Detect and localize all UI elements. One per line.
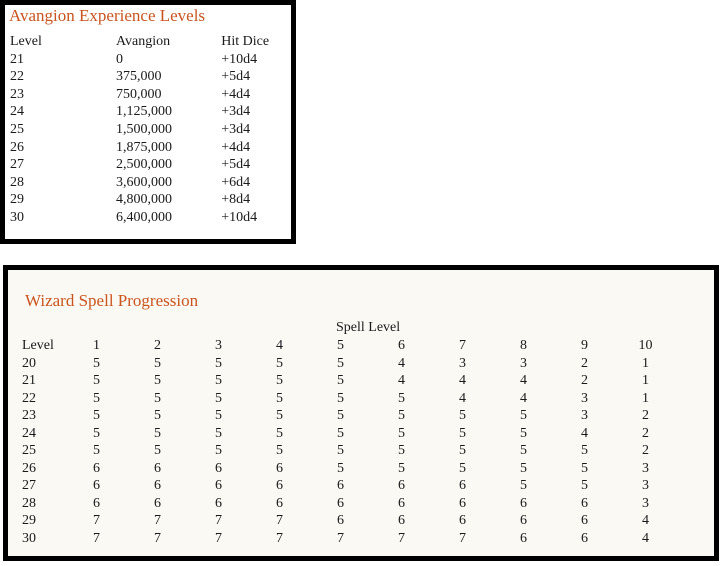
spell-slots-cell: 7 bbox=[276, 530, 283, 546]
spell-slots-cell: 6 bbox=[215, 495, 222, 511]
spell-slots-cell: 4 bbox=[520, 390, 527, 406]
column-header-spell-level-9: 9 bbox=[581, 338, 588, 353]
level-cell: 21 bbox=[22, 373, 36, 388]
column-header-level: Level bbox=[10, 34, 42, 49]
spell-slots-cell: 4 bbox=[459, 390, 466, 406]
spell-slots-cell: 2 bbox=[581, 355, 588, 371]
level-cell: 30 bbox=[10, 209, 24, 225]
spell-slots-cell: 5 bbox=[215, 425, 222, 441]
table-row bbox=[22, 495, 676, 513]
spell-slots-cell: 6 bbox=[215, 460, 222, 476]
table-row bbox=[10, 156, 291, 174]
spell-slots-cell: 5 bbox=[215, 443, 222, 458]
table-row bbox=[22, 425, 676, 443]
spell-slots-cell: 7 bbox=[398, 530, 405, 546]
hit-dice-cell: +10d4 bbox=[221, 51, 258, 67]
spell-slots-cell: 5 bbox=[581, 478, 588, 493]
spell-slots-cell: 5 bbox=[398, 390, 405, 406]
level-cell: 26 bbox=[22, 460, 36, 476]
table-row bbox=[10, 139, 291, 157]
level-cell: 24 bbox=[10, 104, 24, 120]
avangion-xp-cell: 6,400,000 bbox=[115, 209, 172, 225]
table-row bbox=[22, 530, 676, 548]
spell-slots-cell: 6 bbox=[93, 495, 100, 511]
level-cell: 28 bbox=[22, 495, 36, 511]
level-cell: 29 bbox=[22, 513, 36, 528]
column-header-hit-dice: Hit Dice bbox=[221, 34, 270, 49]
spell-slots-cell: 3 bbox=[581, 390, 588, 406]
spell-slots-cell: 5 bbox=[337, 373, 344, 388]
spell-slots-cell: 6 bbox=[93, 460, 100, 476]
spell-slots-cell: 7 bbox=[93, 530, 100, 546]
avangion-xp-cell: 2,500,000 bbox=[115, 157, 172, 173]
level-cell: 25 bbox=[10, 121, 24, 137]
spell-slots-cell: 6 bbox=[581, 495, 588, 511]
spell-slots-cell: 5 bbox=[581, 443, 588, 458]
spell-slots-cell: 1 bbox=[642, 355, 649, 371]
column-header-spell-level-7: 7 bbox=[459, 338, 466, 353]
spell-slots-cell: 5 bbox=[337, 443, 344, 458]
spell-slots-cell: 4 bbox=[642, 530, 649, 546]
spell-slots-cell: 6 bbox=[581, 513, 588, 528]
spell-slots-cell: 4 bbox=[581, 425, 588, 441]
experience-levels-panel bbox=[0, 0, 296, 244]
table-header-row bbox=[10, 33, 291, 51]
spell-slots-cell: 5 bbox=[93, 443, 100, 458]
spell-slots-cell: 6 bbox=[581, 530, 588, 546]
table-row bbox=[10, 103, 291, 121]
spell-slots-cell: 6 bbox=[520, 495, 527, 511]
spell-slots-cell: 5 bbox=[459, 460, 466, 476]
column-header-spell-level-4: 4 bbox=[276, 338, 283, 353]
table-header-row bbox=[22, 337, 676, 355]
spell-slots-cell: 5 bbox=[154, 408, 161, 423]
spell-slots-cell: 6 bbox=[337, 513, 344, 528]
spell-slots-cell: 5 bbox=[459, 408, 466, 423]
spell-slots-cell: 6 bbox=[154, 460, 161, 476]
spell-slots-cell: 6 bbox=[459, 495, 466, 511]
level-cell: 22 bbox=[10, 69, 24, 85]
hit-dice-cell: +6d4 bbox=[221, 174, 251, 190]
spell-slots-cell: 5 bbox=[520, 408, 527, 423]
avangion-xp-cell: 1,125,000 bbox=[115, 104, 172, 120]
spell-slots-cell: 4 bbox=[642, 513, 649, 528]
spell-slots-cell: 4 bbox=[398, 373, 405, 388]
spell-slots-cell: 5 bbox=[154, 425, 161, 441]
avangion-xp-cell: 375,000 bbox=[115, 69, 162, 85]
table-row bbox=[10, 51, 291, 69]
spell-slots-cell: 5 bbox=[398, 443, 405, 458]
spell-slots-cell: 5 bbox=[93, 355, 100, 371]
spell-slots-cell: 5 bbox=[276, 425, 283, 441]
spell-slots-cell: 6 bbox=[154, 478, 161, 493]
column-header-spell-level-6: 6 bbox=[398, 338, 405, 353]
spell-slots-cell: 5 bbox=[154, 443, 161, 458]
hit-dice-cell: +3d4 bbox=[221, 104, 251, 120]
spell-slots-cell: 5 bbox=[215, 390, 222, 406]
spell-slots-cell: 5 bbox=[337, 408, 344, 423]
hit-dice-cell: +4d4 bbox=[221, 139, 251, 155]
spell-slots-cell: 6 bbox=[154, 495, 161, 511]
column-header-avangion: Avangion bbox=[115, 34, 171, 49]
spell-slots-cell: 1 bbox=[642, 390, 649, 406]
spell-progression-panel bbox=[3, 265, 719, 561]
spell-slots-cell: 5 bbox=[337, 355, 344, 371]
hit-dice-cell: +3d4 bbox=[221, 121, 251, 137]
spell-slots-cell: 6 bbox=[459, 478, 466, 493]
table-row bbox=[10, 191, 291, 209]
level-cell: 28 bbox=[10, 174, 24, 190]
table-row bbox=[10, 68, 291, 86]
spell-slots-cell: 5 bbox=[93, 408, 100, 423]
spell-slots-cell: 6 bbox=[398, 478, 405, 493]
spell-slots-cell: 3 bbox=[642, 478, 649, 493]
column-header-spell-level-8: 8 bbox=[520, 338, 527, 353]
spell-slots-cell: 6 bbox=[215, 478, 222, 493]
spell-slots-cell: 6 bbox=[93, 478, 100, 493]
table-row bbox=[10, 174, 291, 192]
spell-slots-cell: 5 bbox=[459, 443, 466, 458]
level-cell: 29 bbox=[10, 192, 24, 208]
level-cell: 20 bbox=[22, 355, 36, 371]
level-cell: 27 bbox=[22, 478, 36, 493]
spell-slots-cell: 5 bbox=[398, 425, 405, 441]
level-cell: 26 bbox=[10, 139, 24, 155]
hit-dice-cell: +8d4 bbox=[221, 192, 251, 208]
level-cell: 21 bbox=[10, 51, 24, 67]
column-header-spell-level-5: 5 bbox=[337, 338, 344, 353]
spell-slots-cell: 5 bbox=[276, 443, 283, 458]
spell-slots-cell: 6 bbox=[276, 495, 283, 511]
column-header-level: Level bbox=[22, 338, 54, 353]
spell-progression-title: Wizard Spell Progression bbox=[25, 291, 199, 310]
spell-slots-cell: 6 bbox=[337, 495, 344, 511]
table-row bbox=[22, 442, 676, 460]
spell-slots-cell: 6 bbox=[276, 478, 283, 493]
hit-dice-cell: +10d4 bbox=[221, 209, 258, 225]
spell-slots-cell: 2 bbox=[642, 408, 649, 423]
level-cell: 30 bbox=[22, 530, 36, 546]
spell-slots-cell: 7 bbox=[276, 513, 283, 528]
spell-slots-cell: 6 bbox=[520, 530, 527, 546]
spell-slots-cell: 5 bbox=[154, 390, 161, 406]
spell-slots-cell: 5 bbox=[581, 460, 588, 476]
spell-slots-cell: 7 bbox=[154, 530, 161, 546]
spell-slots-cell: 5 bbox=[459, 425, 466, 441]
spell-slots-cell: 1 bbox=[642, 373, 649, 388]
spell-slots-cell: 5 bbox=[276, 408, 283, 423]
table-row bbox=[22, 355, 676, 373]
spell-slots-cell: 4 bbox=[398, 355, 405, 371]
table-row bbox=[10, 121, 291, 139]
spell-slots-cell: 5 bbox=[93, 390, 100, 406]
spell-slots-cell: 5 bbox=[276, 355, 283, 371]
spell-slots-cell: 7 bbox=[215, 530, 222, 546]
table-row bbox=[22, 390, 676, 408]
spell-slots-cell: 5 bbox=[337, 425, 344, 441]
column-header-spell-level-3: 3 bbox=[215, 338, 222, 353]
table-row bbox=[22, 512, 676, 530]
column-header-spell-level-1: 1 bbox=[93, 338, 100, 353]
spell-slots-cell: 5 bbox=[520, 425, 527, 441]
spell-slots-cell: 6 bbox=[459, 513, 466, 528]
spell-slots-cell: 5 bbox=[154, 355, 161, 371]
avangion-xp-cell: 0 bbox=[115, 51, 123, 67]
hit-dice-cell: +5d4 bbox=[221, 157, 251, 173]
spell-slots-cell: 6 bbox=[520, 513, 527, 528]
table-row bbox=[22, 372, 676, 390]
spell-slots-cell: 2 bbox=[642, 425, 649, 441]
avangion-xp-cell: 3,600,000 bbox=[115, 174, 172, 190]
spell-slots-cell: 7 bbox=[337, 530, 344, 546]
column-header-spell-level-10: 10 bbox=[638, 338, 653, 353]
spell-slots-cell: 3 bbox=[642, 460, 649, 476]
spell-slots-cell: 5 bbox=[215, 408, 222, 423]
spell-slots-cell: 3 bbox=[520, 355, 527, 371]
table-row bbox=[22, 460, 676, 478]
experience-levels-title: Avangion Experience Levels bbox=[9, 6, 206, 25]
spell-slots-cell: 5 bbox=[215, 355, 222, 371]
spell-slots-cell: 5 bbox=[215, 373, 222, 388]
avangion-xp-cell: 1,875,000 bbox=[115, 139, 172, 155]
spell-slots-cell: 5 bbox=[520, 443, 527, 458]
table-row bbox=[22, 477, 676, 495]
spell-slots-cell: 3 bbox=[459, 355, 466, 371]
table-row bbox=[10, 209, 291, 227]
spell-level-group-header: Spell Level bbox=[336, 320, 401, 335]
spell-slots-cell: 2 bbox=[642, 443, 649, 458]
spell-slots-cell: 6 bbox=[337, 478, 344, 493]
spell-slots-cell: 5 bbox=[276, 373, 283, 388]
spell-slots-cell: 6 bbox=[398, 495, 405, 511]
spell-slots-cell: 7 bbox=[154, 513, 161, 528]
level-cell: 23 bbox=[22, 408, 36, 423]
spell-progression-table bbox=[22, 337, 676, 547]
spell-slots-cell: 3 bbox=[642, 495, 649, 511]
spell-slots-cell: 5 bbox=[154, 373, 161, 388]
spell-slots-cell: 5 bbox=[93, 373, 100, 388]
column-header-spell-level-2: 2 bbox=[154, 338, 161, 353]
spell-slots-cell: 5 bbox=[276, 390, 283, 406]
level-cell: 24 bbox=[22, 425, 36, 441]
level-cell: 25 bbox=[22, 443, 36, 458]
level-cell: 22 bbox=[22, 390, 36, 406]
spell-slots-cell: 4 bbox=[459, 373, 466, 388]
spell-slots-cell: 6 bbox=[398, 513, 405, 528]
experience-levels-table bbox=[10, 33, 291, 227]
spell-slots-cell: 6 bbox=[276, 460, 283, 476]
spell-slots-cell: 5 bbox=[93, 425, 100, 441]
table-row bbox=[10, 86, 291, 104]
avangion-xp-cell: 4,800,000 bbox=[115, 192, 172, 208]
spell-slots-cell: 5 bbox=[398, 460, 405, 476]
spell-slots-cell: 7 bbox=[93, 513, 100, 528]
spell-slots-cell: 5 bbox=[337, 390, 344, 406]
level-cell: 23 bbox=[10, 86, 24, 102]
spell-slots-cell: 7 bbox=[459, 530, 466, 546]
avangion-xp-cell: 750,000 bbox=[115, 86, 162, 102]
spell-slots-cell: 4 bbox=[520, 373, 527, 388]
avangion-xp-cell: 1,500,000 bbox=[115, 121, 172, 137]
spell-slots-cell: 2 bbox=[581, 373, 588, 388]
spell-slots-cell: 3 bbox=[581, 408, 588, 423]
hit-dice-cell: +4d4 bbox=[221, 86, 251, 102]
spell-slots-cell: 5 bbox=[520, 478, 527, 493]
spell-slots-cell: 5 bbox=[337, 460, 344, 476]
table-row bbox=[22, 407, 676, 425]
spell-slots-cell: 5 bbox=[398, 408, 405, 423]
level-cell: 27 bbox=[10, 157, 24, 173]
spell-slots-cell: 7 bbox=[215, 513, 222, 528]
hit-dice-cell: +5d4 bbox=[221, 69, 251, 85]
spell-slots-cell: 5 bbox=[520, 460, 527, 476]
